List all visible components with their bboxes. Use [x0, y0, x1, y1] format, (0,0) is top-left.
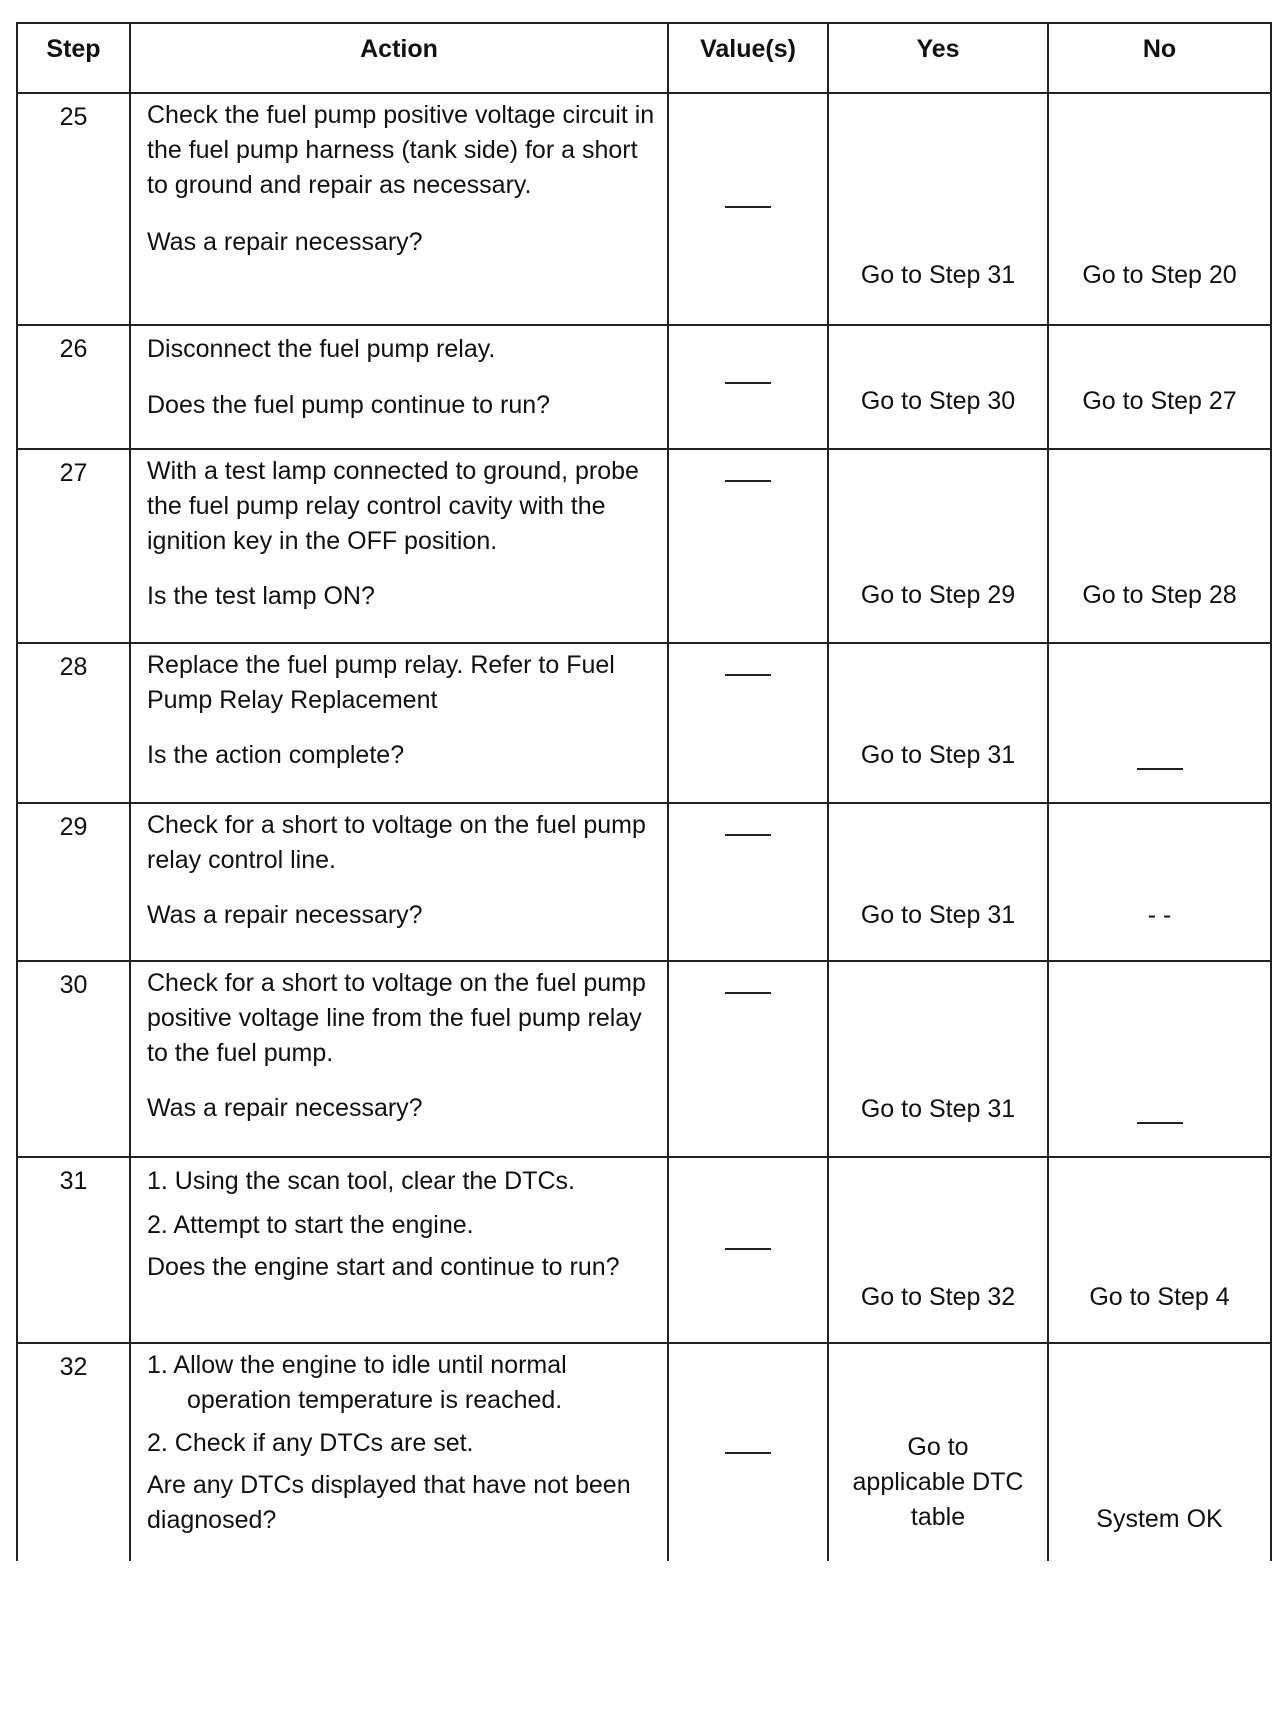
yes-cell — [828, 961, 1048, 1157]
header-action: Action — [130, 23, 668, 93]
action-question: Is the action complete? — [147, 741, 405, 769]
yes-outcome: Go to Step 31 — [860, 901, 1016, 929]
step-number: 31 — [17, 1157, 130, 1343]
step-number: 30 — [17, 961, 130, 1157]
action-text: Disconnect the fuel pump relay. — [147, 335, 496, 363]
value-dash — [725, 1452, 771, 1454]
no-outcome: Go to Step 20 — [1082, 261, 1237, 289]
value-dash — [725, 834, 771, 836]
no-cell — [1048, 803, 1271, 961]
no-cell — [1048, 449, 1271, 643]
value-cell — [668, 325, 828, 449]
step-number: 28 — [17, 643, 130, 803]
action-cell — [130, 1343, 668, 1561]
step-number: 26 — [17, 325, 130, 449]
action-question: Does the fuel pump continue to run? — [147, 391, 551, 419]
yes-outcome: Go to Step 30 — [860, 387, 1016, 415]
yes-outcome: Go to Step 29 — [860, 581, 1016, 609]
yes-outcome-line: Go to — [907, 1433, 969, 1461]
action-item: 2. Attempt to start the engine. — [147, 1211, 474, 1239]
action-text: With a test lamp connected to ground, probe the fuel pump relay control cavity with the ignition key in the OFF position. — [147, 457, 639, 555]
action-question: Are any DTCs displayed that have not been diagnosed? — [147, 1471, 631, 1534]
action-text: Check for a short to voltage on the fuel pump positive voltage line from the fuel pump relay to the fuel pump. — [147, 969, 646, 1067]
value-cell — [668, 1157, 828, 1343]
no-outcome: Go to Step 28 — [1082, 581, 1237, 609]
yes-cell — [828, 93, 1048, 325]
action-item: 2. Check if any DTCs are set. — [147, 1429, 474, 1457]
action-text: Replace the fuel pump relay. Refer to Fuel Pump Relay Replacement — [147, 651, 615, 714]
table-row — [17, 325, 1271, 449]
action-text: Check the fuel pump positive voltage circuit in the fuel pump harness (tank side) for a short to ground and repair as necessary. — [147, 101, 655, 199]
value-dash — [725, 674, 771, 676]
no-cell — [1048, 961, 1271, 1157]
table-row — [17, 643, 1271, 803]
action-cell — [130, 1157, 668, 1343]
header-step: Step — [17, 23, 130, 93]
action-item: 1. Allow the engine to idle until normal — [147, 1351, 567, 1379]
table-row — [17, 93, 1271, 325]
action-cell — [130, 93, 668, 325]
no-dash — [1137, 1122, 1183, 1124]
yes-cell — [828, 1343, 1048, 1561]
action-question: Was a repair necessary? — [147, 1094, 423, 1122]
action-cell — [130, 961, 668, 1157]
value-cell — [668, 803, 828, 961]
no-dash — [1137, 768, 1183, 770]
action-question: Was a repair necessary? — [147, 228, 423, 256]
action-text: Check for a short to voltage on the fuel pump relay control line. — [147, 811, 646, 874]
value-dash — [725, 1248, 771, 1250]
no-cell — [1048, 643, 1271, 803]
yes-outcome: Go to Step 32 — [860, 1283, 1016, 1311]
table-row — [17, 1343, 1271, 1561]
action-question: Is the test lamp ON? — [147, 582, 375, 610]
value-dash — [725, 992, 771, 994]
no-cell — [1048, 93, 1271, 325]
action-cell — [130, 449, 668, 643]
no-cell — [1048, 1343, 1271, 1561]
value-dash — [725, 480, 771, 482]
value-cell — [668, 93, 828, 325]
yes-outcome-line: table — [910, 1503, 966, 1531]
value-cell — [668, 449, 828, 643]
diagnostic-table — [16, 22, 1272, 1561]
yes-cell — [828, 1157, 1048, 1343]
header-row — [17, 23, 1271, 93]
value-dash — [725, 206, 771, 208]
yes-outcome: Go to Step 31 — [860, 1095, 1016, 1123]
value-dash — [725, 382, 771, 384]
yes-outcome: Go to Step 31 — [860, 741, 1016, 769]
action-item: 1. Using the scan tool, clear the DTCs. — [147, 1167, 575, 1195]
header-values: Value(s) — [668, 23, 828, 93]
action-cell — [130, 643, 668, 803]
action-question: Does the engine start and continue to run? — [147, 1253, 620, 1281]
action-cell — [130, 325, 668, 449]
no-outcome: Go to Step 4 — [1089, 1283, 1230, 1311]
value-cell — [668, 1343, 828, 1561]
no-cell — [1048, 1157, 1271, 1343]
value-cell — [668, 643, 828, 803]
no-outcome: Go to Step 27 — [1082, 387, 1237, 415]
table-row — [17, 1157, 1271, 1343]
yes-cell — [828, 803, 1048, 961]
yes-cell — [828, 643, 1048, 803]
no-outcome: System OK — [1096, 1505, 1223, 1533]
table-row — [17, 803, 1271, 961]
action-question: Was a repair necessary? — [147, 901, 423, 929]
yes-outcome-line: applicable DTC — [852, 1468, 1024, 1496]
step-number: 25 — [17, 93, 130, 325]
no-outcome: - - — [1147, 901, 1172, 929]
header-yes: Yes — [828, 23, 1048, 93]
step-number: 29 — [17, 803, 130, 961]
action-cell — [130, 803, 668, 961]
yes-cell — [828, 449, 1048, 643]
action-item-continued: operation temperature is reached. — [187, 1386, 563, 1414]
step-number: 32 — [17, 1343, 130, 1561]
no-cell — [1048, 325, 1271, 449]
yes-outcome: Go to Step 31 — [860, 261, 1016, 289]
header-no: No — [1048, 23, 1271, 93]
table-row — [17, 449, 1271, 643]
table-row — [17, 961, 1271, 1157]
yes-cell — [828, 325, 1048, 449]
value-cell — [668, 961, 828, 1157]
step-number: 27 — [17, 449, 130, 643]
